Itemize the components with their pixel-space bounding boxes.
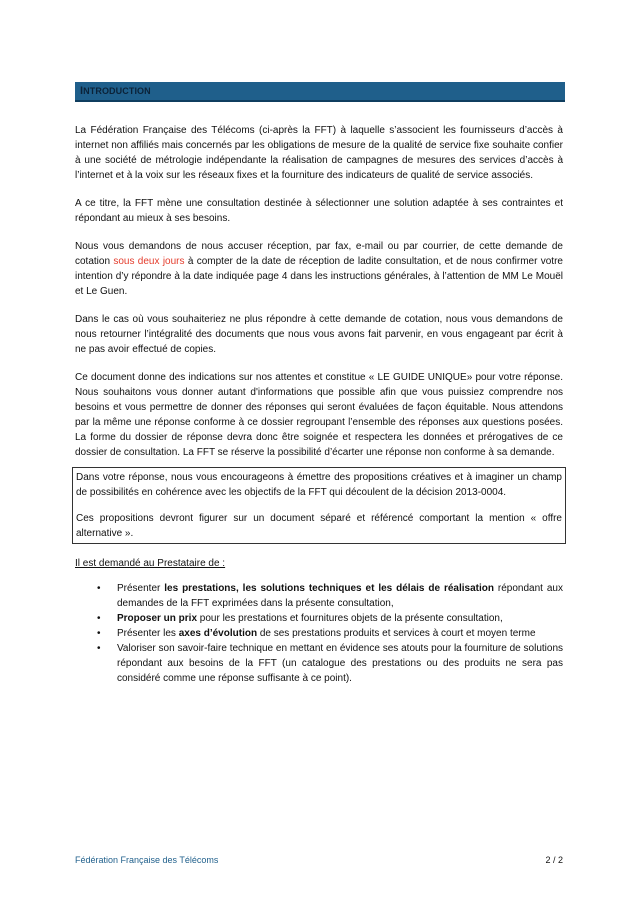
- list-item: • Présenter les axes d’évolution de ses prestations produits et services à court et moyen terme: [97, 628, 536, 639]
- page-number: 2 / 2: [545, 855, 563, 865]
- paragraph-guide: Ce document donne des indications sur nos attentes et constitue « LE GUIDE UNIQUE» pour votre réponse. Nous souhaitons vous donner autant d'informations que possible afin que vous puissiez comprendre nos besoins et vous permettre de donner des réponses qui seront évaluées de façon équitable. Nous attendons par la même une réponse conforme à ce dossier regroupant l’ensemble des réponses aux questions posées. La forme du dossier de réponse devra donc être soignée et respectera les données et prérogatives de ce dossier de consultation. La FFT se réserve la possibilité d’écarter une réponse non conforme à sa demande.: [75, 372, 563, 458]
- box-paragraph-proposals: Dans votre réponse, nous vous encourageons à émettre des propositions créatives et à imaginer un champ de possibilités en cohérence avec les objectifs de la FFT qui découlent de la décision 2013-0004.: [76, 472, 562, 498]
- list-item: • Valoriser son savoir-faire technique en mettant en évidence ses atouts pour la fourniture de solutions répondant aux besoins de la FFT (un catalogue des prestations ou des produits ne sera pas considéré comme une réponse suffisante à ce point).: [97, 643, 563, 684]
- requirements-heading: Il est demandé au Prestataire de :: [75, 558, 226, 569]
- section-header-bar: [75, 82, 565, 102]
- body-content: [75, 123, 563, 686]
- page-footer: [75, 855, 563, 865]
- list-item: • Proposer un prix pour les prestations et fournitures objets de la présente consultation,: [97, 613, 503, 624]
- list-item: • Présenter les prestations, les solutions techniques et les délais de réalisation répondant aux demandes de la FFT exprimées dans la présente consultation,: [97, 583, 563, 609]
- section-title-rest: NTRODUCTION: [83, 86, 151, 96]
- footer-organization: Fédération Française des Télécoms: [75, 855, 219, 865]
- paragraph-purpose: A ce titre, la FFT mène une consultation destinée à sélectionner une solution adaptée à ses contraintes et répondant au mieux à ses besoins.: [75, 198, 563, 224]
- bullet-icon: •: [97, 583, 101, 594]
- bullet-icon: •: [97, 643, 101, 654]
- paragraph-intro: La Fédération Française des Télécoms (ci-après la FFT) à laquelle s’associent les fournisseurs d’accès à internet non affiliés mais concernés par les obligations de mesure de la qualité de service fixe souhaite confier à une société de métrologie indépendante la réalisation de campagnes de mesures des services d’accès à l’internet et à la voix sur les réseaux fixes et la fourniture des indicateurs de qualité de service associés.: [75, 125, 563, 181]
- bullet-icon: •: [97, 628, 101, 639]
- box-paragraph-alternative: Ces propositions devront figurer sur un document séparé et référencé comportant la mention « offre alternative ».: [76, 513, 562, 539]
- paragraph-acknowledgement: Nous vous demandons de nous accuser réception, par fax, e-mail ou par courrier, de cette demande de cotation sous deux jours à compter de la date de réception de ladite consultation, et de nous confirmer votre intention d’y répondre à la date indiquée page 4 dans les instructions générales, à l’attention de MM Le Mouël et Le Guen.: [75, 241, 563, 297]
- deadline-highlight: sous deux jours: [113, 256, 185, 267]
- section-title-initial: I: [80, 85, 84, 97]
- requirements-list: [75, 581, 563, 686]
- paragraph-withdrawal: Dans le cas où vous souhaiteriez ne plus répondre à cette demande de cotation, nous vous demandons de nous retourner l’intégralité des documents que nous vous avons fait parvenir, en vous engageant par écrit à ne pas avoir effectué de copies.: [75, 314, 563, 355]
- alternative-offer-box: [72, 467, 566, 544]
- bullet-icon: •: [97, 613, 101, 624]
- section-title: [80, 85, 151, 97]
